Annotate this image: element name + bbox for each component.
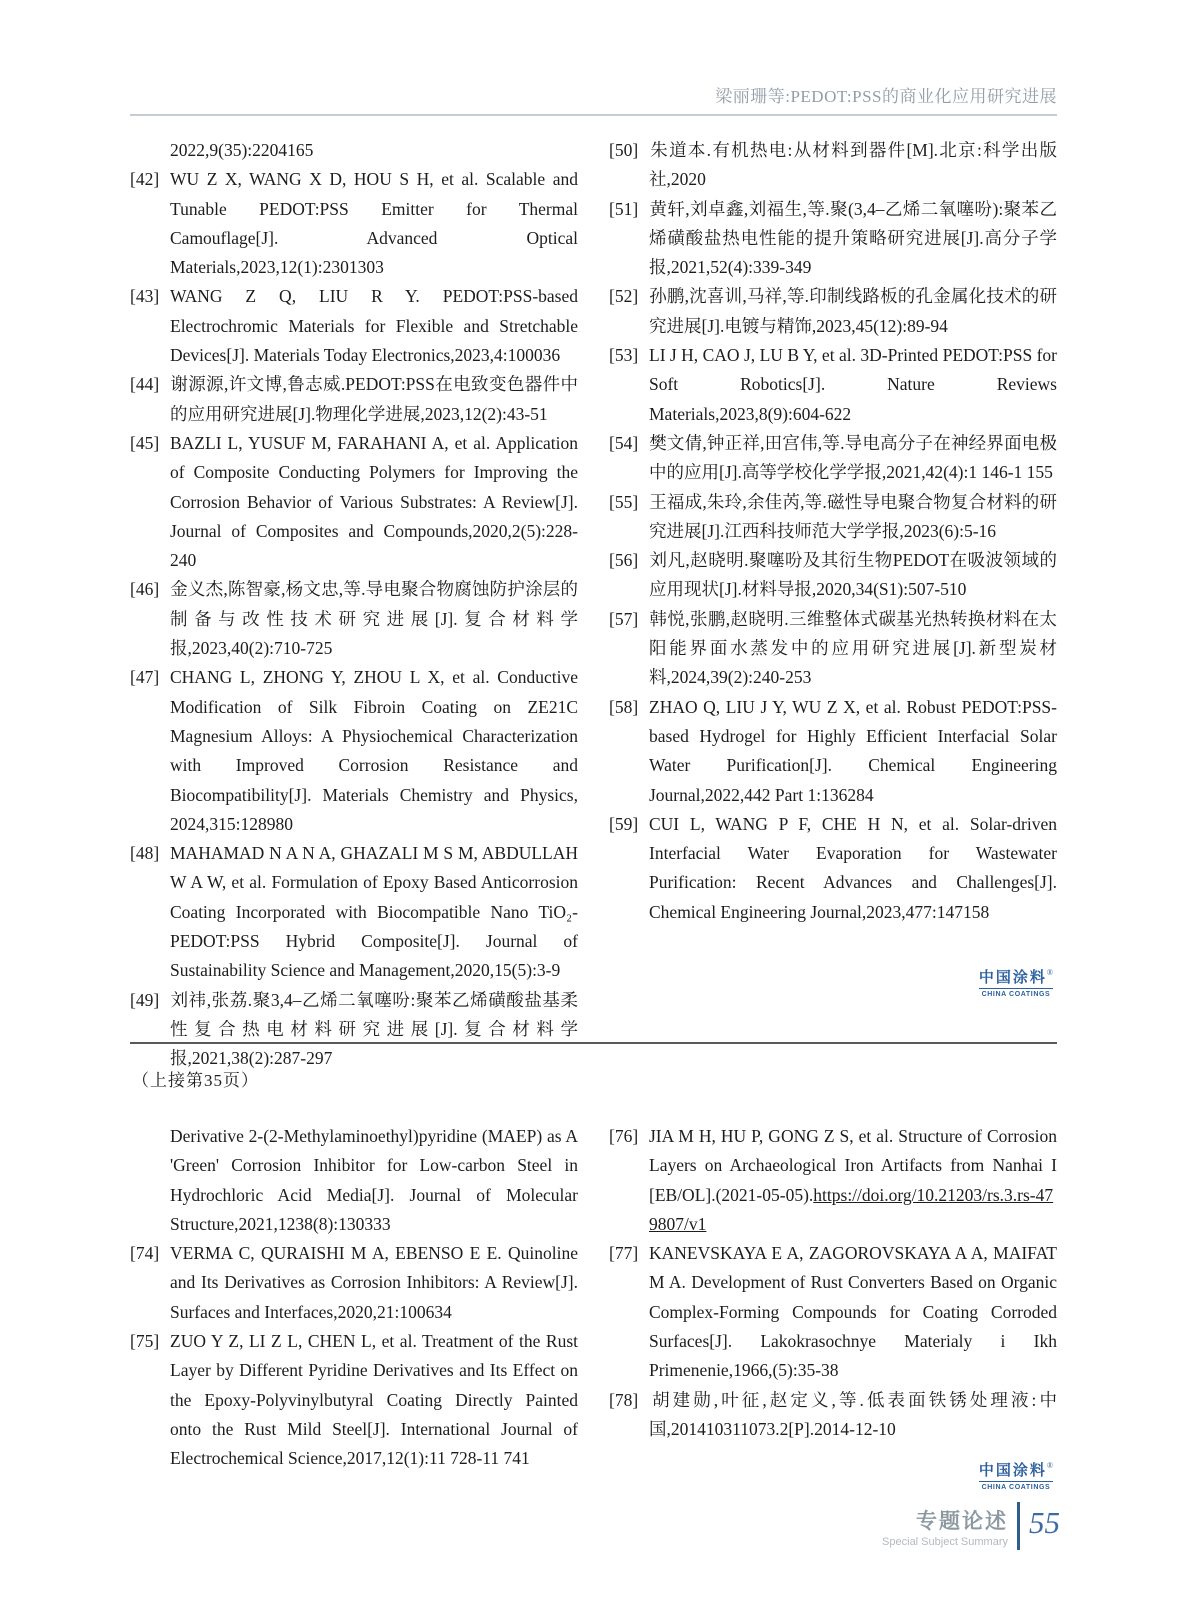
reference-item (609, 341, 1057, 429)
reference-text: CUI L, WANG P F, CHE H N, et al. Solar-driven Interfacial Water Evaporation for Wastewater Purification: Recent Advances and Challenges[J]. Chemical Engineering Journal,2023,477:147158 (649, 813, 1057, 922)
reference-text: LI J H, CAO J, LU B Y, et al. 3D-Printed PEDOT:PSS for Soft Robotics[J]. Nature Reviews Materials,2023,8(9):604-622 (649, 345, 1057, 424)
reference-number: [77] (609, 1243, 639, 1264)
reference-number: [55] (609, 491, 639, 512)
references-top-section (130, 136, 1057, 1074)
reference-number: [54] (609, 432, 639, 453)
reference-number: [56] (609, 550, 639, 571)
reference-text: 朱道本.有机热电:从材料到器件[M].北京:科学出版社,2020 (649, 140, 1057, 190)
reference-item (130, 1239, 578, 1327)
reference-number: [46] (130, 579, 160, 600)
references-bottom-right-list (609, 1122, 1057, 1444)
references-bottom-right-column (609, 1122, 1057, 1492)
reference-item (609, 488, 1057, 547)
china-coatings-logo-cn: 中国涂料 (978, 970, 1047, 987)
reference-text: 孙鹏,沈喜训,马祥,等.印制线路板的孔金属化技术的研究进展[J].电镀与精饰,2023,45(12):89-94 (649, 286, 1057, 336)
reference-item (130, 165, 578, 282)
page-header (130, 82, 1057, 116)
china-coatings-logo-cn: 中国涂料 (978, 1463, 1047, 1480)
reference-number: [49] (130, 989, 160, 1010)
reference-item (609, 546, 1057, 605)
reference-item (609, 605, 1057, 693)
reference-number: [51] (609, 198, 639, 219)
reference-text: 韩悦,张鹏,赵晓明.三维整体式碳基光热转换材料在太阳能界面水蒸发中的应用研究进展[J].新型炭材料,2024,39(2):240-253 (649, 608, 1057, 688)
references-top-left-column (130, 136, 578, 1074)
registered-trademark-icon: ® (1046, 968, 1053, 978)
reference-number: [53] (609, 345, 639, 366)
reference-item (130, 839, 578, 985)
doi-link[interactable]: https://doi.org/10.21203/rs.3.rs-479807/v1 (649, 1184, 1054, 1234)
reference-item (130, 663, 578, 839)
reference-text: Derivative 2-(2-Methylaminoethyl)pyridine (MAEP) as A 'Green' Corrosion Inhibitor for Low-carbon Steel in Hydrochloric Acid Media[J]. Journal of Molecular Structure,2021,1238(8):130333 (170, 1126, 578, 1234)
reference-number: [45] (130, 432, 160, 453)
reference-item (130, 575, 578, 663)
reference-text: KANEVSKAYA E A, ZAGOROVSKAYA A A, MAIFAT M A. Development of Rust Converters Based on Organic Complex-Forming Compounds for Coating Corroded Surfaces[J]. Lakokrasochnye Materialy i Ikh Primenenie,1966,(5):35-38 (649, 1243, 1057, 1381)
reference-item (609, 195, 1057, 283)
reference-number: [78] (609, 1389, 639, 1410)
reference-item (130, 429, 578, 575)
china-coatings-logo-en: CHINA COATINGS (981, 1483, 1051, 1491)
reference-text: 胡建勋,叶征,赵定义,等.低表面铁锈处理液:中国,201410311073.2[P].2014-12-10 (649, 1389, 1057, 1439)
china-coatings-logo-rule (979, 988, 1053, 989)
china-coatings-logo-rule (979, 1481, 1053, 1482)
china-coatings-logo (979, 1462, 1053, 1491)
page-number: 55 (1029, 1505, 1060, 1540)
reference-text: WANG Z Q, LIU R Y. PEDOT:PSS-based Electrochromic Materials for Flexible and Stretchable Devices[J]. Materials Today Electronics,2023,4:100036 (170, 286, 578, 366)
reference-text: 谢源源,许文博,鲁志威.PEDOT:PSS在电致变色器件中的应用研究进展[J].物理化学进展,2023,12(2):43-51 (170, 374, 578, 424)
reference-text: JIA M H, HU P, GONG Z S, et al. Structure of Corrosion Layers on Archaeological Iron Artifacts from Nanhai I [EB/OL].(2021-05-05). (649, 1126, 1057, 1205)
footer-section-title-en: Special Subject Summary (882, 1535, 1008, 1548)
reference-text: 刘祎,张荔.聚3,4–乙烯二氧噻吩:聚苯乙烯磺酸盐基柔性复合热电材料研究进展[J].复合材料学报,2021,38(2):287-297 (170, 989, 578, 1069)
page-footer (882, 1502, 1060, 1550)
reference-item (130, 1122, 578, 1239)
reference-number: [57] (609, 608, 639, 629)
reference-number: [44] (130, 374, 160, 395)
reference-number: [74] (130, 1243, 160, 1264)
reference-number: [76] (609, 1126, 639, 1146)
reference-item (609, 1122, 1057, 1239)
reference-item (130, 136, 578, 165)
reference-number: [58] (609, 696, 639, 717)
footer-section-title-cn: 专题论述 (916, 1509, 1008, 1533)
reference-text: WU Z X, WANG X D, HOU S H, et al. Scalable and Tunable PEDOT:PSS Emitter for Thermal Camouflage[J]. Advanced Optical Materials,2023,12(1):2301303 (170, 169, 578, 278)
reference-number: [48] (130, 843, 160, 864)
reference-text: ZUO Y Z, LI Z L, CHEN L, et al. Treatment of the Rust Layer by Different Pyridine Derivatives and Its Effect on the Epoxy-Polyvinylbutyral Coating Directly Painted onto the Rust Mild Steel[J]. International Journal of Electrochemical Science,2017,12(1):11 728-11 741 (170, 1331, 578, 1469)
reference-item (609, 1239, 1057, 1385)
reference-text: VERMA C, QURAISHI M A, EBENSO E E. Quinoline and Its Derivatives as Corrosion Inhibitors: A Review[J]. Surfaces and Interfaces,2020,21:100634 (170, 1243, 578, 1322)
reference-item (609, 429, 1057, 488)
reference-item (130, 370, 578, 429)
reference-number: [47] (130, 667, 160, 688)
section-divider-line (130, 1042, 1057, 1044)
china-coatings-logo-en: CHINA COATINGS (981, 990, 1051, 998)
reference-number: [42] (130, 169, 160, 190)
reference-text: 刘凡,赵晓明.聚噻吩及其衍生物PEDOT在吸波领域的应用现状[J].材料导报,2020,34(S1):507-510 (649, 550, 1057, 600)
reference-text: 金义杰,陈智豪,杨文忠,等.导电聚合物腐蚀防护涂层的制备与改性技术研究进展[J].复合材料学报,2023,40(2):710-725 (170, 579, 578, 659)
footer-section-labels (882, 1505, 1008, 1548)
reference-item (130, 282, 578, 370)
reference-number: [50] (609, 140, 639, 160)
reference-item (609, 282, 1057, 341)
running-title: 梁丽珊等:PEDOT:PSS的商业化应用研究进展 (715, 87, 1057, 106)
reference-text: 樊文倩,钟正祥,田宫伟,等.导电高分子在神经界面电极中的应用[J].高等学校化学学报,2021,42(4):1 146-1 155 (649, 432, 1057, 483)
reference-item (609, 693, 1057, 810)
references-top-right-list (609, 136, 1057, 927)
china-coatings-logo-cn-row (979, 1462, 1053, 1480)
china-coatings-logo-cn-row (979, 969, 1053, 987)
reference-text: BAZLI L, YUSUF M, FARAHANI A, et al. Application of Composite Conducting Polymers for Improving the Corrosion Behavior of Various Substrates: A Review[J]. Journal of Composites and Compounds,2020,2(5):228-240 (170, 432, 578, 571)
reference-item (609, 1386, 1057, 1445)
reference-text: 王福成,朱玲,余佳芮,等.磁性导电聚合物复合材料的研究进展[J].江西科技师范大学学报,2023(6):5-16 (649, 491, 1057, 541)
references-bottom-left-column (130, 1122, 578, 1492)
reference-number: [52] (609, 286, 639, 307)
registered-trademark-icon: ® (1046, 1461, 1053, 1471)
references-bottom-section (130, 1122, 1057, 1492)
china-coatings-logo (979, 969, 1053, 998)
reference-text: 2022,9(35):2204165 (170, 140, 314, 160)
reference-number: [59] (609, 813, 639, 834)
reference-text: CHANG L, ZHONG Y, ZHOU L X, et al. Conductive Modification of Silk Fibroin Coating on ZE21C Magnesium Alloys: A Physiochemical Characterization with Improved Corrosion Resistance and Biocompatibility[J]. Materials Chemistry and Physics, 2024,315:128980 (170, 667, 578, 834)
footer-divider-bar (1017, 1502, 1020, 1550)
continuation-note: （上接第35页） (132, 1071, 259, 1090)
reference-text: MAHAMAD N A N A, GHAZALI M S M, ABDULLAH W A W, et al. Formulation of Epoxy Based Anticorrosion Coating Incorporated with Biocompatible Nano TiO₂-PEDOT:PSS Hybrid Composite[J]. Journal of Sustainability Science and Management,2020,15(5):3-9 (170, 843, 578, 981)
reference-item (130, 1327, 578, 1473)
reference-item (609, 136, 1057, 195)
reference-number: [75] (130, 1331, 160, 1352)
reference-text: ZHAO Q, LIU J Y, WU Z X, et al. Robust PEDOT:PSS-based Hydrogel for Highly Efficient Interfacial Solar Water Purification[J]. Chemical Engineering Journal,2022,442 Part 1:136284 (649, 696, 1057, 805)
reference-text: 黄轩,刘卓鑫,刘福生,等.聚(3,4–乙烯二氧噻吩):聚苯乙烯磺酸盐热电性能的提升策略研究进展[J].高分子学报,2021,52(4):339-349 (649, 198, 1057, 278)
reference-item (609, 810, 1057, 927)
reference-number: [43] (130, 286, 160, 307)
reference-item (130, 986, 578, 1074)
references-top-right-column (609, 136, 1057, 1074)
